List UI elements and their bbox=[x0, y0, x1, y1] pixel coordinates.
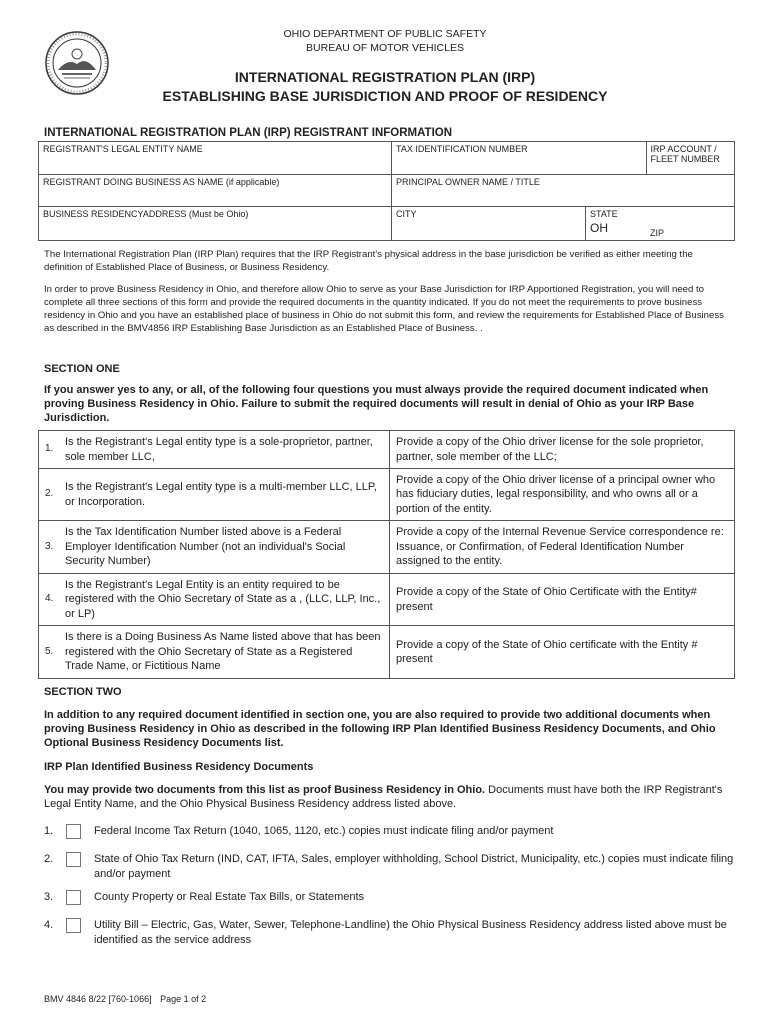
city-field[interactable]: CITY bbox=[392, 207, 586, 241]
page-subtitle: ESTABLISHING BASE JURISDICTION AND PROOF OF RESIDENCY bbox=[162, 88, 608, 104]
table-row: 2. Is the Registrant's Legal entity type is a multi-member LLC, LLP, or Incorporation. Provide a copy of the Ohio driver license of a principal owner who has fiduciary duties, legal responsibility, and who owns all or a portion of the entity. bbox=[39, 469, 735, 521]
section-two-instructions: In addition to any required document identified in section one, you are also required to provide two additional documents when proving Business Residency in Ohio as described in the following IRP Plan Identified Business Residency Documents, and Ohio Optional Business Residency Documents list. bbox=[44, 709, 716, 749]
requirement-text: Provide a copy of the Internal Revenue Service correspondence re: Issuance, or Confirmation, of Federal Identification Number assigned to the entity. bbox=[390, 521, 735, 574]
registrant-info-heading: INTERNATIONAL REGISTRATION PLAN (IRP) REGISTRANT INFORMATION bbox=[44, 127, 453, 139]
registrant-info-table bbox=[38, 141, 735, 241]
form-id: BMV 4846 8/22 [760-1066] bbox=[44, 994, 152, 1004]
dba-name-field[interactable]: REGISTRANT DOING BUSINESS AS NAME (if applicable) bbox=[39, 175, 392, 207]
list-item: 2. State of Ohio Tax Return (IND, CAT, IFTA, Sales, employer withholding, School District, Municipality, etc.) copies must indicate filing and/or payment bbox=[44, 853, 734, 880]
legal-entity-name-field[interactable]: REGISTRANT'S LEGAL ENTITY NAME bbox=[39, 142, 392, 175]
section-two-heading: SECTION TWO bbox=[44, 686, 122, 698]
list-item: 1. Federal Income Tax Return (1040, 1065, 1120, etc.) copies must indicate filing and/or payment bbox=[44, 825, 554, 837]
zip-field[interactable]: ZIP bbox=[646, 207, 735, 241]
irp-documents-subheading: IRP Plan Identified Business Residency Documents bbox=[44, 761, 314, 773]
question-text: Is the Registrant's Legal entity type is a multi-member LLC, LLP, or Incorporation. bbox=[59, 469, 390, 521]
list-item: 4. Utility Bill – Electric, Gas, Water, Sewer, Telephone-Landline) the Ohio Physical Business Residency address listed above must be identified as the service address bbox=[44, 919, 727, 946]
document-checkbox[interactable] bbox=[66, 890, 81, 905]
page-number: Page 1 of 2 bbox=[160, 994, 207, 1004]
question-text: Is there is a Doing Business As Name listed above that has been registered with the Ohio Secretary of State as a Registered Trade Name, or Fictitious Name bbox=[59, 626, 390, 679]
list-item: 3. County Property or Real Estate Tax Bills, or Statements bbox=[44, 891, 365, 903]
business-address-field[interactable]: BUSINESS RESIDENCYADDRESS (Must be Ohio) bbox=[39, 207, 392, 241]
intro-paragraph-1: The International Registration Plan (IRP Plan) requires that the IRP Registrant's physical address in the base jurisdiction be verified as either meeting the definition of Established Place of Business, or Business Residency. bbox=[44, 249, 693, 273]
table-row: 4. Is the Registrant's Legal Entity is an entity required to be registered with the Ohio Secretary of State as a , (LLC, LLP, Inc., or LP) Provide a copy of the State of Ohio Certificate with the Entity# present bbox=[39, 574, 735, 626]
page-title: INTERNATIONAL REGISTRATION PLAN (IRP) bbox=[234, 69, 536, 85]
section-one-heading: SECTION ONE bbox=[44, 363, 120, 375]
document-checkbox[interactable] bbox=[66, 852, 81, 867]
requirement-text: Provide a copy of the Ohio driver license for the sole proprietor, partner, sole member of the LLC; bbox=[390, 431, 735, 469]
section-one-questions-table bbox=[38, 430, 735, 679]
state-field[interactable]: STATE OH bbox=[586, 207, 647, 241]
irp-documents-lead: You may provide two documents from this list as proof Business Residency in Ohio. Documents must have both the IRP Registrant's Legal Entity Name, and the Ohio Physical Business Residency address listed above. bbox=[44, 784, 723, 810]
table-row: 1. Is the Registrant's Legal entity type is a sole-proprietor, partner, sole member LLC, Provide a copy of the Ohio driver license for the sole proprietor, partner, sole member of the LLC; bbox=[39, 431, 735, 469]
principal-owner-field[interactable]: PRINCIPAL OWNER NAME / TITLE bbox=[392, 175, 735, 207]
form-footer bbox=[44, 994, 206, 1004]
question-text: Is the Tax Identification Number listed above is a Federal Employer Identification Number (not an individual's Social Security Number) bbox=[59, 521, 390, 574]
table-row: 3. Is the Tax Identification Number listed above is a Federal Employer Identification Number (not an individual's Social Security Number) Provide a copy of the Internal Revenue Service correspondence re: Issuance, or Confirmation, of Federal Identification Number assigned to the entity. bbox=[39, 521, 735, 574]
requirement-text: Provide a copy of the State of Ohio Certificate with the Entity# present bbox=[390, 574, 735, 626]
bureau-name: BUREAU OF MOTOR VEHICLES bbox=[306, 42, 464, 54]
document-checkbox[interactable] bbox=[66, 918, 81, 933]
tax-id-field[interactable]: TAX IDENTIFICATION NUMBER bbox=[392, 142, 647, 175]
question-text: Is the Registrant's Legal entity type is a sole-proprietor, partner, sole member LLC, bbox=[59, 431, 390, 469]
requirement-text: Provide a copy of the Ohio driver license of a principal owner who has fiduciary duties, legal responsibility, and who owns all or a portion of the entity. bbox=[390, 469, 735, 521]
requirement-text: Provide a copy of the State of Ohio certificate with the Entity # present bbox=[390, 626, 735, 679]
intro-paragraph-2: In order to prove Business Residency in Ohio, and therefore allow Ohio to serve as your Base Jurisdiction for IRP Apportioned Registration, you will need to complete all three sections of this form and provide the required documents in the quantity indicated. If you do not meet the requirements to prove business residency in Ohio and you have an established place of business in Ohio do not submit this form, and review the requirements for Established Place of Business as described in the BMV4856 IRP Establishing Base Jurisdiction as an Established Place of Business. . bbox=[44, 284, 724, 334]
state-value: OH bbox=[590, 221, 608, 235]
agency-name: OHIO DEPARTMENT OF PUBLIC SAFETY bbox=[283, 28, 487, 40]
section-one-instructions: If you answer yes to any, or all, of the following four questions you must always provide the required document indicated when proving Business Residency in Ohio. Failure to submit the required documents will result in denial of Ohio as your IRP Base Jurisdiction. bbox=[44, 384, 709, 424]
question-text: Is the Registrant's Legal Entity is an entity required to be registered with the Ohio Secretary of State as a , (LLC, LLP, Inc., or LP) bbox=[59, 574, 390, 626]
table-row: 5. Is there is a Doing Business As Name listed above that has been registered with the Ohio Secretary of State as a Registered Trade Name, or Fictitious Name Provide a copy of the State of Ohio certificate with the Entity # present bbox=[39, 626, 735, 679]
document-checkbox[interactable] bbox=[66, 824, 81, 839]
irp-account-field[interactable]: IRP ACCOUNT / FLEET NUMBER bbox=[646, 142, 735, 175]
